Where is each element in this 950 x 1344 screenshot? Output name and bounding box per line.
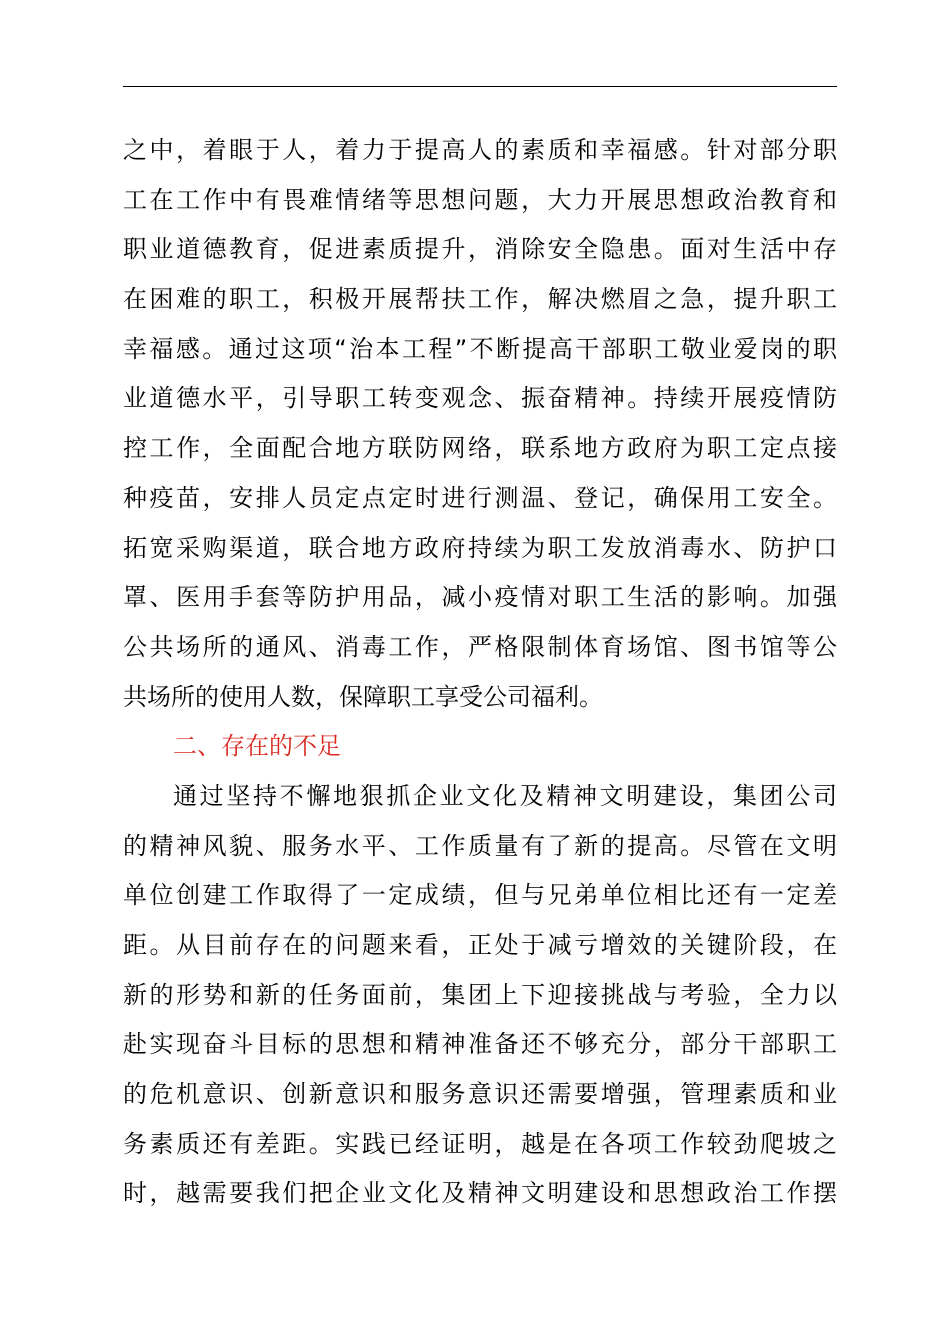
paragraph-line: 在困难的职工，积极开展帮扶工作，解决燃眉之急，提升职工 bbox=[123, 285, 837, 314]
paragraph-line: 单位创建工作取得了一定成绩，但与兄弟单位相比还有一定差 bbox=[123, 881, 837, 910]
paragraph-line: 务素质还有差距。实践已经证明，越是在各项工作较劲爬坡之 bbox=[123, 1129, 837, 1158]
paragraph-line: 赴实现奋斗目标的思想和精神准备还不够充分，部分干部职工 bbox=[123, 1030, 837, 1059]
paragraph-line: 的危机意识、创新意识和服务意识还需要增强，管理素质和业 bbox=[123, 1080, 837, 1109]
paragraph-line: 公共场所的通风、消毒工作，严格限制体育场馆、图书馆等公 bbox=[123, 632, 837, 661]
paragraph-line: 共场所的使用人数，保障职工享受公司福利。 bbox=[123, 682, 603, 711]
paragraph-line: 业道德水平，引导职工转变观念、振奋精神。持续开展疫情防 bbox=[123, 384, 837, 413]
paragraph-line: 新的形势和新的任务面前，集团上下迎接挑战与考验，全力以 bbox=[123, 980, 837, 1009]
paragraph-line: 通过坚持不懈地狠抓企业文化及精神文明建设，集团公司 bbox=[173, 781, 837, 810]
section-heading: 二、存在的不足 bbox=[173, 732, 341, 761]
paragraph-line: 距。从目前存在的问题来看，正处于减亏增效的关键阶段，在 bbox=[123, 931, 837, 959]
paragraph-line: 幸福感。通过这项“治本工程”不断提高干部职工敬业爱岗的职 bbox=[123, 334, 837, 363]
paragraph-line: 种疫苗，安排人员定点定时进行测温、登记，确保用工安全。 bbox=[123, 483, 837, 512]
paragraph-line: 工在工作中有畏难情绪等思想问题，大力开展思想政治教育和 bbox=[123, 185, 837, 214]
paragraph-line: 职业道德教育，促进素质提升，消除安全隐患。面对生活中存 bbox=[123, 235, 837, 264]
paragraph-line: 控工作，全面配合地方联防网络，联系地方政府为职工定点接 bbox=[123, 434, 837, 463]
paragraph-line: 拓宽采购渠道，联合地方政府持续为职工发放消毒水、防护口 bbox=[123, 533, 837, 562]
paragraph-line: 罩、医用手套等防护用品，减小疫情对职工生活的影响。加强 bbox=[123, 583, 837, 612]
header-rule bbox=[123, 86, 837, 87]
body-text bbox=[123, 126, 837, 1219]
paragraph-line: 时，越需要我们把企业文化及精神文明建设和思想政治工作摆 bbox=[123, 1179, 837, 1208]
paragraph-line: 的精神风貌、服务水平、工作质量有了新的提高。尽管在文明 bbox=[123, 831, 837, 860]
paragraph-line: 之中，着眼于人，着力于提高人的素质和幸福感。针对部分职 bbox=[123, 136, 837, 164]
